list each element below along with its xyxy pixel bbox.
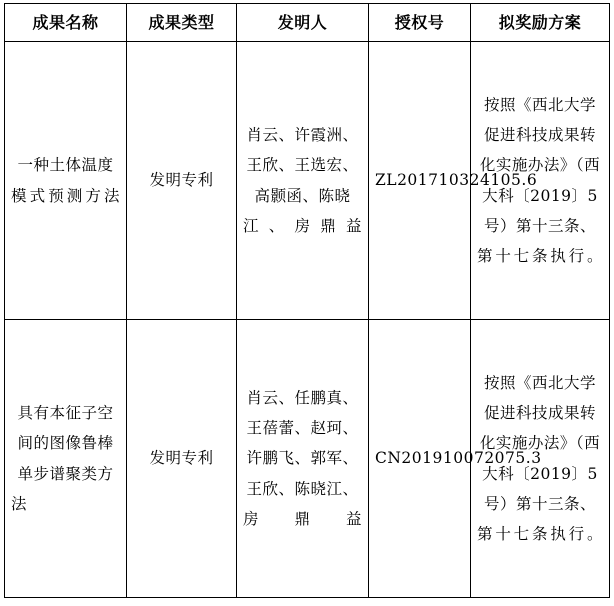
cell-achievement-name: 一种土体温度模式预测方法 [5, 42, 127, 320]
cell-achievement-type: 发明专利 [127, 42, 237, 320]
column-header-grant-no: 授权号 [369, 4, 471, 42]
cell-inventors: 肖云、任鹏真、王蓓蕾、赵珂、许鹏飞、郭军、王欣、陈晓江、房鼎益 [237, 320, 369, 598]
table-header-row [5, 4, 610, 42]
column-header-name: 成果名称 [5, 4, 127, 42]
table-row [5, 320, 610, 598]
cell-reward-plan: 按照《西北大学促进科技成果转化实施办法》（西大科〔2019〕5号）第十三条、第十七条执行。 [471, 42, 610, 320]
table-header [5, 4, 610, 42]
column-header-type: 成果类型 [127, 4, 237, 42]
cell-grant-number: ZL201710324105.6 [369, 42, 471, 320]
achievements-table [4, 3, 610, 598]
cell-reward-plan: 按照《西北大学促进科技成果转化实施办法》（西大科〔2019〕5号）第十三条、第十七条执行。 [471, 320, 610, 598]
table-body [5, 42, 610, 598]
table-row [5, 42, 610, 320]
cell-grant-number: CN201910072075.3 [369, 320, 471, 598]
document-page [0, 3, 614, 606]
column-header-plan: 拟奖励方案 [471, 4, 610, 42]
cell-achievement-type: 发明专利 [127, 320, 237, 598]
cell-inventors: 肖云、许霞洲、王欣、王选宏、高颢函、陈晓江、房鼎益 [237, 42, 369, 320]
cell-achievement-name: 具有本征子空间的图像鲁棒单步谱聚类方法 [5, 320, 127, 598]
column-header-inventors: 发明人 [237, 4, 369, 42]
